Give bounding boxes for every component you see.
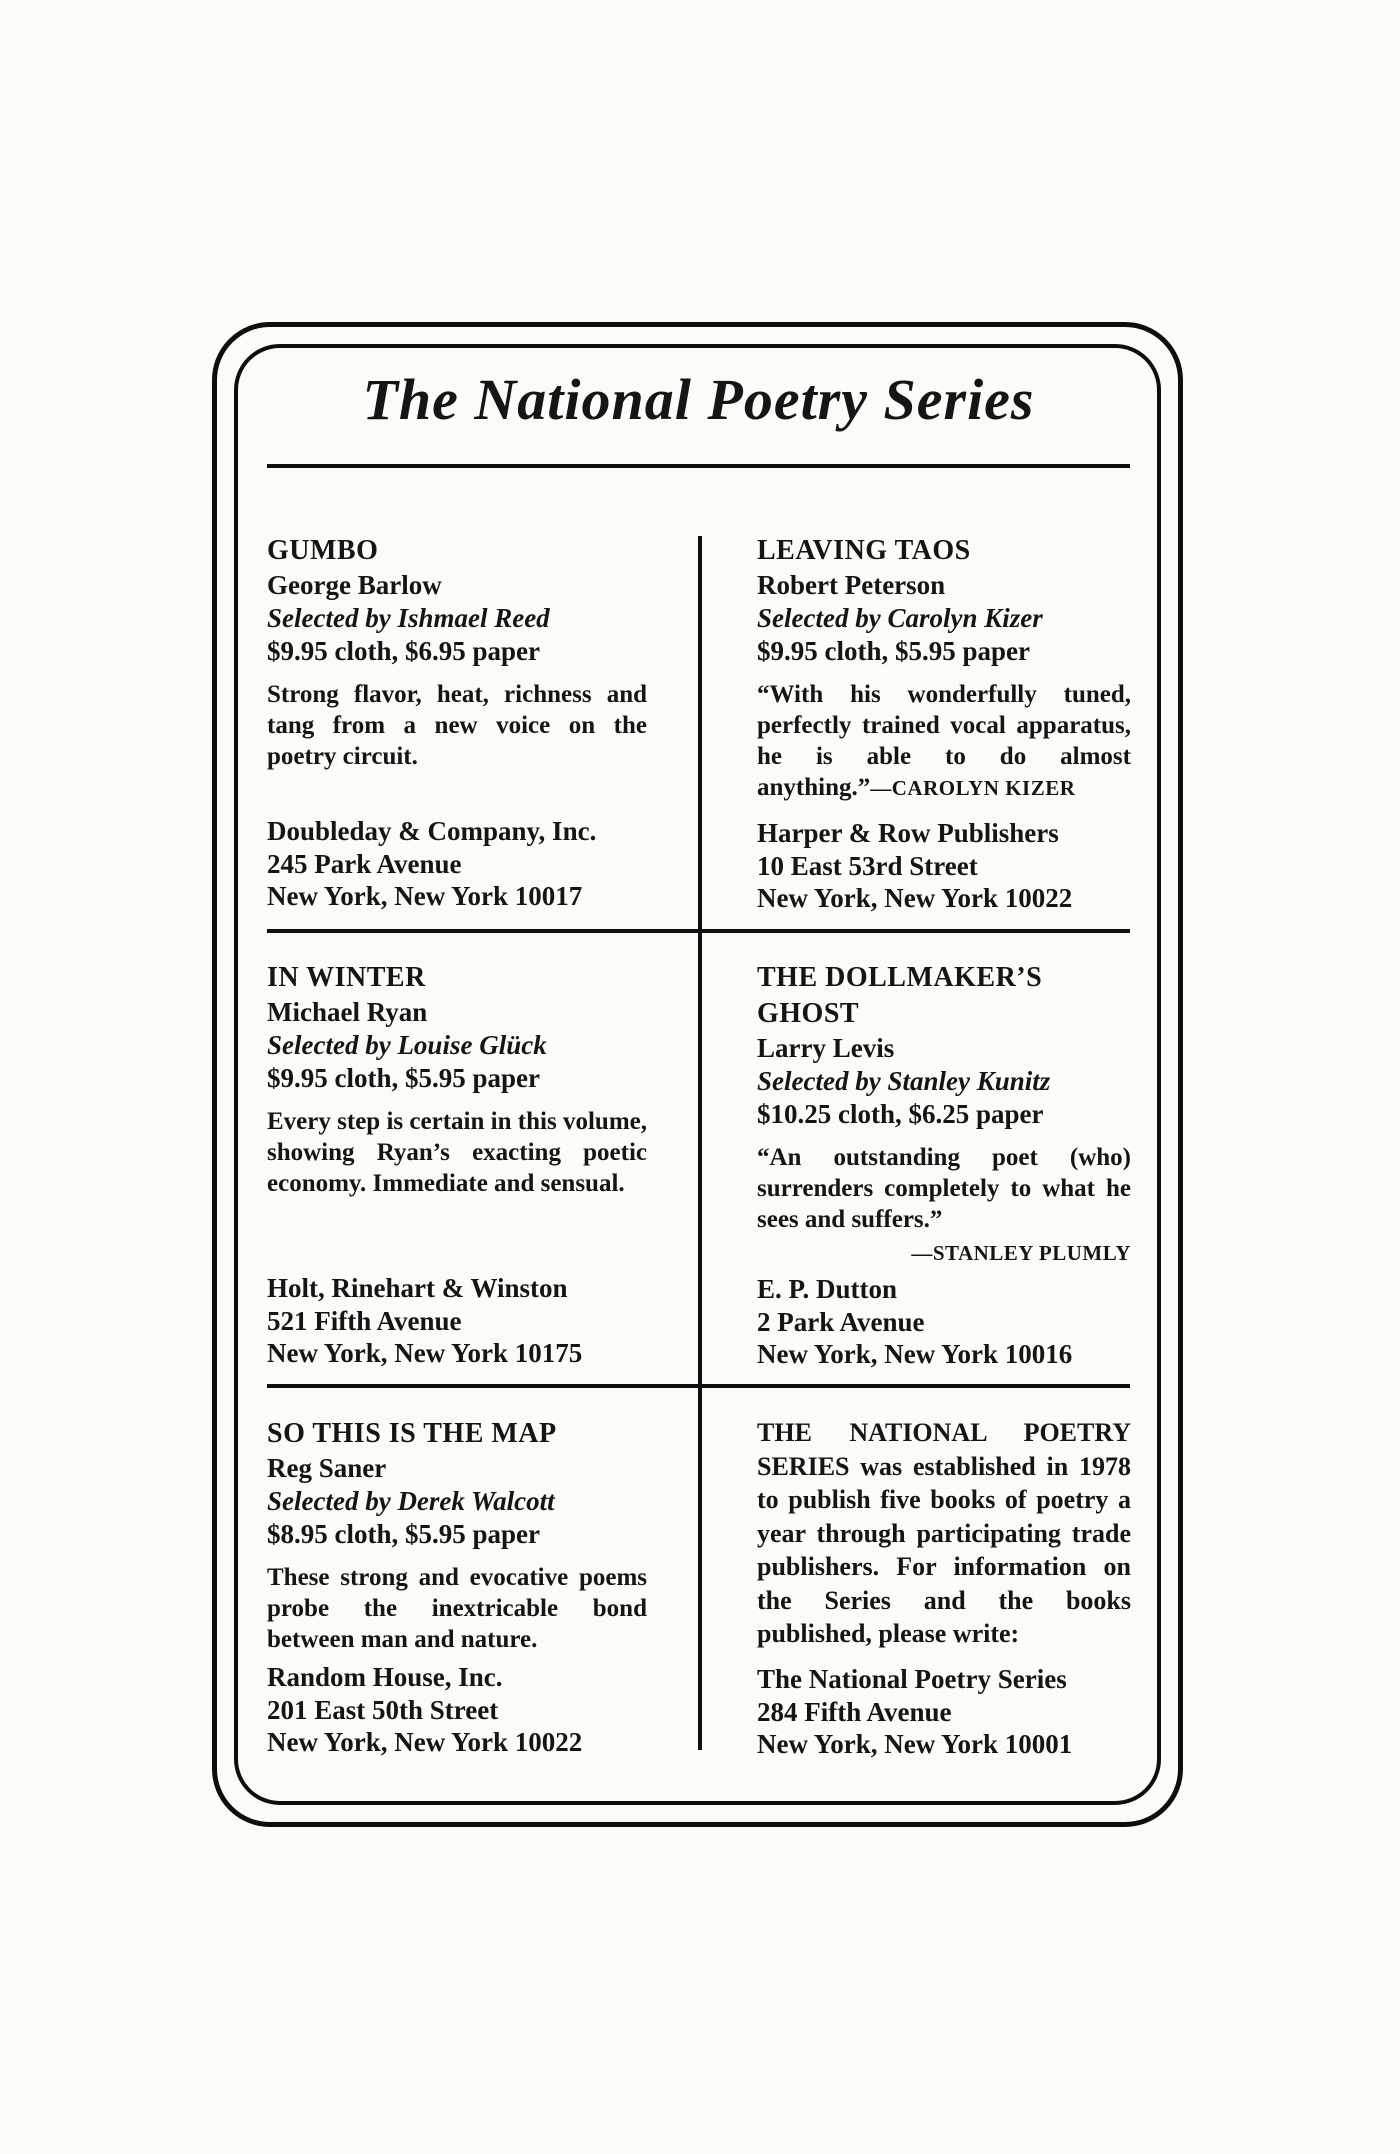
publisher-street: 2 Park Avenue (757, 1306, 925, 1337)
book-title: GUMBO (267, 535, 379, 566)
book-price: $9.95 cloth, $5.95 paper (267, 1063, 540, 1093)
publisher-city: New York, New York 10022 (757, 883, 1073, 913)
section-gumbo (267, 529, 647, 929)
section-leaving-taos (757, 529, 1131, 929)
book-author: Michael Ryan (267, 997, 428, 1027)
book-blurb (757, 679, 1131, 804)
series-info-body: was established in 1978 to publish five books of poetry a year through participating trade publishers. For information on the Series and the books published, please write: (757, 1451, 1131, 1648)
publisher-city: New York, New York 10022 (267, 1727, 583, 1757)
book-title: LEAVING TAOS (757, 535, 971, 566)
book-blurb: “An outstanding poet (who) surrenders completely to what he sees and suffers.” (757, 1144, 1131, 1233)
book-author: Larry Levis (757, 1033, 895, 1063)
book-selected-by: Selected by Ishmael Reed (267, 603, 550, 633)
book-author: George Barlow (267, 570, 442, 600)
book-price: $8.95 cloth, $5.95 paper (267, 1519, 540, 1549)
publisher-city: New York, New York 10017 (267, 881, 583, 911)
publisher-block (267, 1272, 647, 1370)
series-info-paragraph (757, 1416, 1131, 1651)
publisher-name: Random House, Inc. (267, 1662, 503, 1692)
book-blurb: These strong and evocative poems probe the inextricable bond between man and nature. (267, 1564, 647, 1653)
section-dollmakers-ghost (757, 956, 1131, 1384)
series-street: 284 Fifth Avenue (757, 1696, 952, 1727)
book-blurb: Every step is certain in this volume, showing Ryan’s exacting poetic economy. Immediate and sensual. (267, 1108, 647, 1197)
quote-text: “With his wonderfully tuned, perfectly trained vocal apparatus, he is able to do almost anything.” (757, 681, 1131, 801)
series-name: The National Poetry Series (757, 1664, 1067, 1694)
publisher-name: Harper & Row Publishers (757, 818, 1059, 848)
book-title: SO THIS IS THE MAP (267, 1418, 557, 1449)
publisher-block (267, 815, 647, 913)
quote-attribution: —STANLEY PLUMLY (911, 1241, 1131, 1265)
series-city: New York, New York 10001 (757, 1729, 1073, 1759)
book-price: $9.95 cloth, $5.95 paper (757, 636, 1030, 666)
book-title: THE DOLLMAKER’S GHOST (757, 962, 1043, 1029)
publisher-block (757, 1273, 1131, 1371)
book-selected-by: Selected by Louise Glück (267, 1030, 547, 1060)
publisher-street: 10 East 53rd Street (757, 850, 978, 881)
publisher-block (267, 1661, 647, 1759)
publisher-name: Holt, Rinehart & Winston (267, 1273, 568, 1303)
publisher-block (757, 817, 1131, 915)
series-title: The National Poetry Series (362, 367, 1035, 432)
publisher-city: New York, New York 10175 (267, 1338, 583, 1368)
publisher-name: E. P. Dutton (757, 1274, 898, 1304)
book-selected-by: Selected by Derek Walcott (267, 1486, 555, 1516)
book-selected-by: Selected by Stanley Kunitz (757, 1066, 1051, 1096)
section-so-this-is-the-map (267, 1412, 647, 1757)
publisher-city: New York, New York 10016 (757, 1339, 1073, 1369)
book-price: $10.25 cloth, $6.25 paper (757, 1099, 1044, 1129)
section-series-info (757, 1412, 1131, 1757)
publisher-name: Doubleday & Company, Inc. (267, 816, 597, 846)
book-price: $9.95 cloth, $6.95 paper (267, 636, 540, 666)
publisher-street: 245 Park Avenue (267, 848, 462, 879)
section-in-winter (267, 956, 647, 1384)
column-divider (698, 536, 702, 1750)
book-title: IN WINTER (267, 962, 426, 993)
publisher-street: 521 Fifth Avenue (267, 1305, 462, 1336)
book-selected-by: Selected by Carolyn Kizer (757, 603, 1043, 633)
series-info-lead: THE NATIONAL POETRY SERIES (757, 1418, 1131, 1481)
book-author: Robert Peterson (757, 570, 946, 600)
quote-attribution: —CAROLYN KIZER (870, 776, 1076, 800)
book-blurb: Strong flavor, heat, richness and tang from a new voice on the poetry circuit. (267, 681, 647, 770)
title-rule (267, 464, 1130, 468)
series-address-block (757, 1663, 1131, 1761)
book-author: Reg Saner (267, 1453, 387, 1483)
publisher-street: 201 East 50th Street (267, 1694, 499, 1725)
